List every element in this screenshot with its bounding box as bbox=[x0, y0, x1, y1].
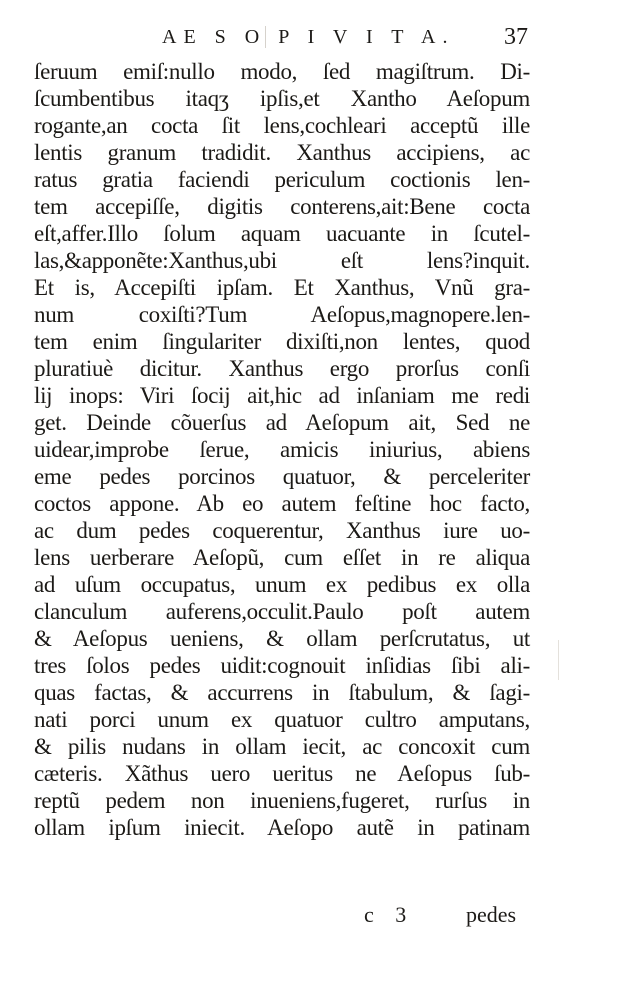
running-head bbox=[0, 26, 635, 54]
text-line: tem enim ſingulariter dixiſti,non lentes, quod bbox=[34, 329, 530, 354]
text-line: ac dum pedes coquerentur, Xanthus iure uo- bbox=[34, 518, 530, 543]
text-line: nati porci unum ex quatuor cultro amputans, bbox=[34, 707, 530, 732]
catchword: pedes bbox=[466, 902, 517, 927]
text-line: pluratiuè dicitur. Xanthus ergo prorſus conſi bbox=[34, 356, 530, 381]
text-line: get. Deinde cõuerſus ad Aeſopum ait, Sed ne bbox=[34, 410, 530, 435]
text-line: rogante,an cocta ſit lens,cochleari acceptũ ille bbox=[34, 113, 530, 138]
text-line: lentis granum tradidit. Xanthus accipiens, ac bbox=[34, 140, 530, 165]
text-line: reptũ pedem non inueniens,fugeret, rurſus in bbox=[34, 788, 530, 813]
text-line: & pilis nudans in ollam iecit, ac concoxit cum bbox=[34, 734, 530, 759]
text-line: clanculum auferens,occulit.Paulo poſt autem bbox=[34, 599, 530, 624]
text-block bbox=[34, 58, 530, 841]
text-line: lij inops: Viri ſocij ait,hic ad inſaniam me redi bbox=[34, 383, 530, 408]
paper-mark bbox=[558, 640, 561, 680]
signature-mark: c 3 bbox=[364, 902, 415, 927]
text-line: eme pedes porcinos quatuor, & perceleriter bbox=[34, 464, 530, 489]
text-line: lens uerberare Aeſopũ, cum eſſet in re aliqua bbox=[34, 545, 530, 570]
text-line: coctos appone. Ab eo autem feſtine hoc facto, bbox=[34, 491, 530, 516]
text-line: ad uſum occupatus, unum ex pedibus ex olla bbox=[34, 572, 530, 597]
text-line: quas factas, & accurrens in ſtabulum, & ſagi- bbox=[34, 680, 530, 705]
text-line: cæteris. Xãthus uero ueritus ne Aeſopus ſub- bbox=[34, 761, 530, 786]
text-line: Et is, Accepiſti ipſam. Et Xanthus, Vnũ gra- bbox=[34, 275, 530, 300]
text-line: eſt,affer.Illo ſolum aquam uacuante in ſcutel- bbox=[34, 221, 530, 246]
text-line: tem accepiſſe, digitis conterens,ait:Bene cocta bbox=[34, 194, 530, 219]
text-line: num coxiſti?Tum Aeſopus,magnopere.len- bbox=[34, 302, 530, 327]
page-number: 37 bbox=[504, 24, 528, 50]
text-line: tres ſolos pedes uidit:cognouit inſidias ſibi ali- bbox=[34, 653, 530, 678]
text-line: ſeruum emiſ:nullo modo, ſed magiſtrum. Di- bbox=[34, 59, 530, 84]
text-line: ollam ipſum iniecit. Aeſopo autẽ in patinam bbox=[34, 815, 530, 840]
text-line: ſcumbentibus itaqʒ ipſis,et Xantho Aeſopum bbox=[34, 86, 530, 111]
running-title: AE S O P I V I T A. bbox=[162, 26, 455, 48]
text-line: las,&apponẽte:Xanthus,ubi eſt lens?inquit. bbox=[34, 248, 530, 273]
page-footer bbox=[0, 902, 635, 932]
text-line: uidear,improbe ſerue, amicis iniurius, abiens bbox=[34, 437, 530, 462]
text-line: & Aeſopus ueniens, & ollam perſcrutatus, ut bbox=[34, 626, 530, 651]
text-line: ratus gratia faciendi periculum coctionis len- bbox=[34, 167, 530, 192]
